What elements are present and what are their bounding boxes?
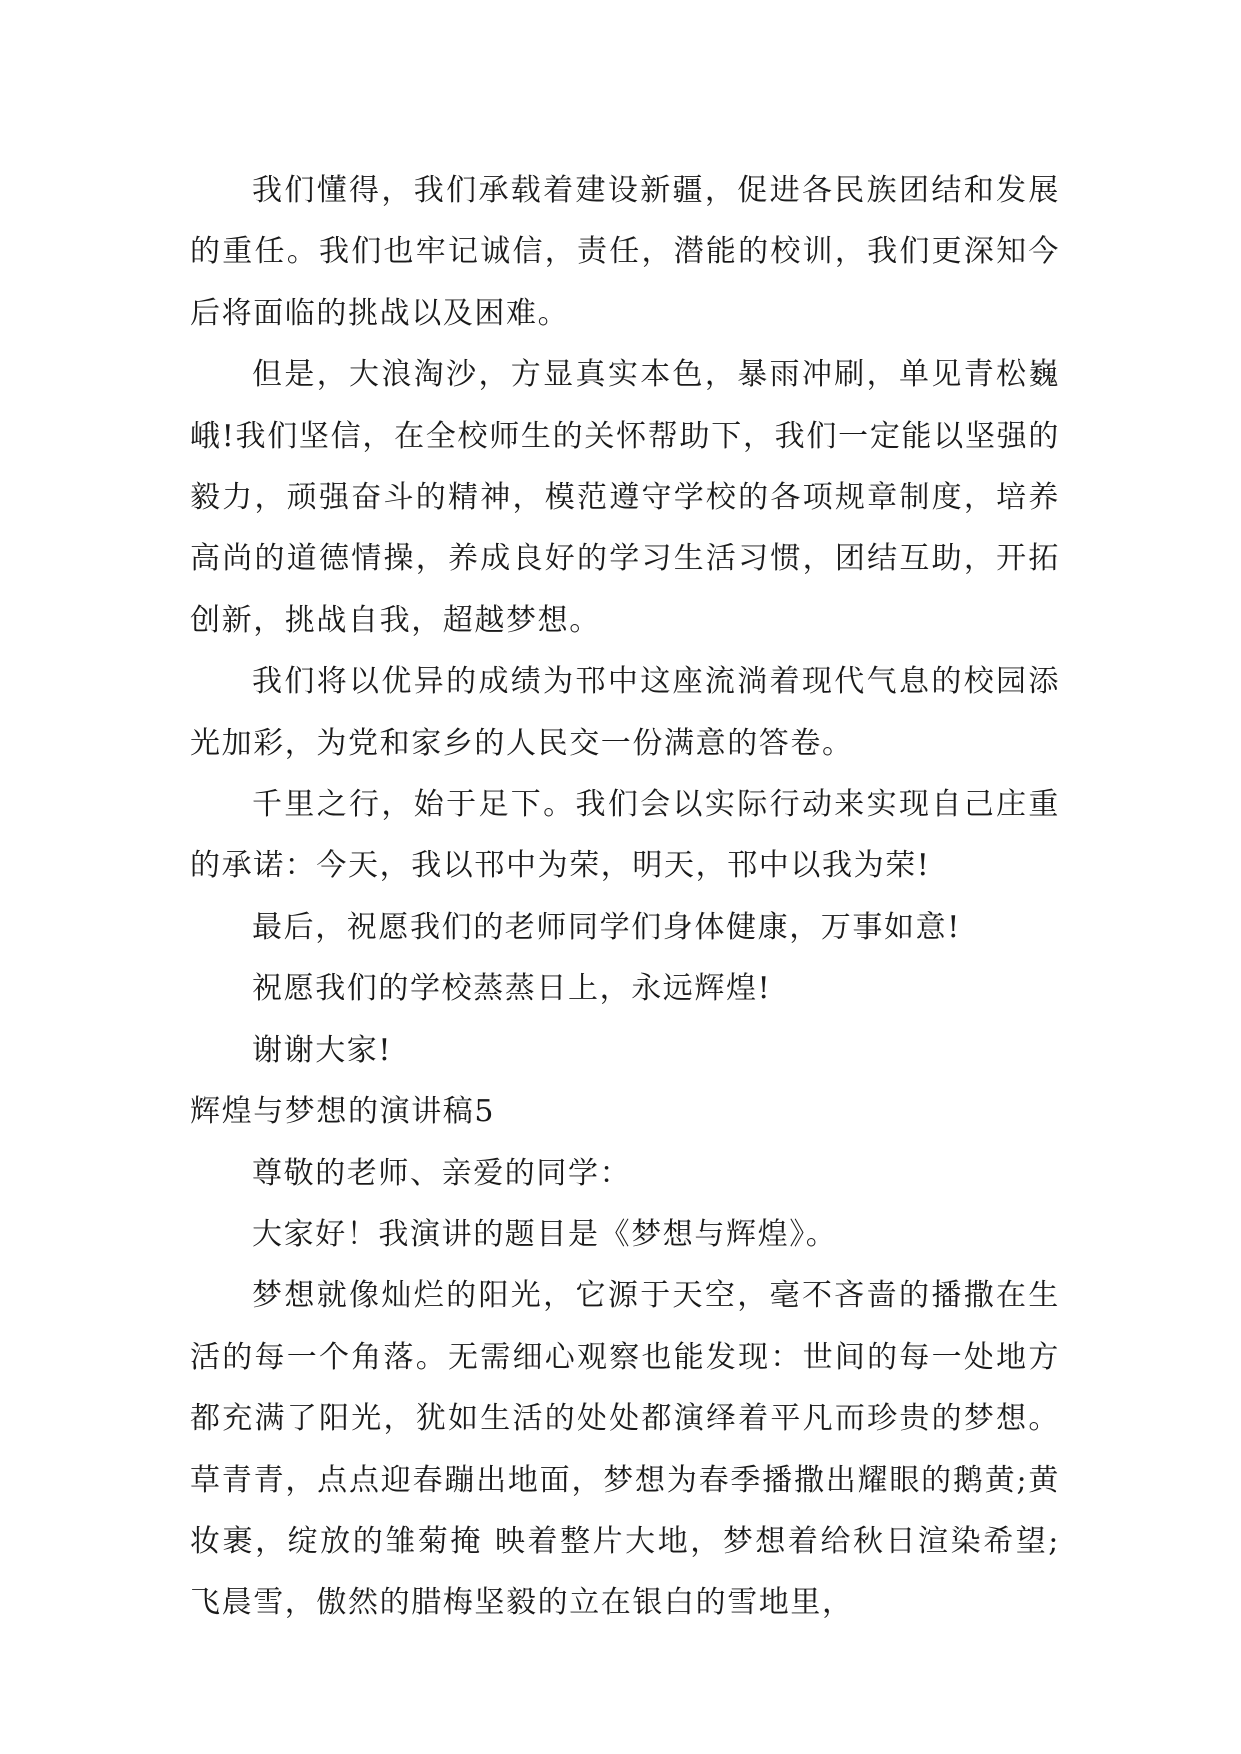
body-paragraph: 千里之行，始于足下。我们会以实际行动来实现自己庄重的承诺：今天，我以邗中为荣，明天，邗中以我为荣!	[190, 787, 1060, 884]
body-paragraph: 梦想就像灿烂的阳光，它源于天空，毫不吝啬的播撒在生活的每一个角落。无需细心观察也能发现：世间的每一处地方都充满了阳光，犹如生活的处处都演绎着平凡而珍贵的梦想。草青青，点点迎春蹦出地面，梦想为春季播撒出耀眼的鹅黄;黄妆裹，绽放的雏菊掩 映着整片大地，梦想着给秋日渲染希望;飞晨雪，傲然的腊梅坚毅的立在银白的雪地里，	[190, 1278, 1060, 1621]
body-paragraph: 大家好！我演讲的题目是《梦想与辉煌》。	[252, 1216, 838, 1252]
section-title: 辉煌与梦想的演讲稿5	[190, 1094, 496, 1130]
body-paragraph: 我们将以优异的成绩为邗中这座流淌着现代气息的校园添光加彩，为党和家乡的人民交一份满意的答卷。	[190, 664, 1060, 761]
body-paragraph: 祝愿我们的学校蒸蒸日上，永远辉煌!	[252, 971, 772, 1007]
salutation-paragraph: 尊敬的老师、亲爱的同学：	[252, 1155, 632, 1191]
body-paragraph: 最后，祝愿我们的老师同学们身体健康，万事如意!	[252, 909, 961, 945]
body-paragraph: 但是，大浪淘沙，方显真实本色，暴雨冲刷，单见青松巍峨!我们坚信，在全校师生的关怀帮助下，我们一定能以坚强的毅力，顽强奋斗的精神，模范遵守学校的各项规章制度，培养高尚的道德情操，养成良好的学习生活习惯，团结互助，开拓创新，挑战自我，超越梦想。	[190, 357, 1060, 638]
body-paragraph: 谢谢大家!	[252, 1032, 393, 1068]
body-paragraph: 我们懂得，我们承载着建设新疆，促进各民族团结和发展的重任。我们也牢记诚信，责任，潜能的校训，我们更深知今后将面临的挑战以及困难。	[190, 173, 1060, 331]
document-body	[190, 160, 1060, 1634]
